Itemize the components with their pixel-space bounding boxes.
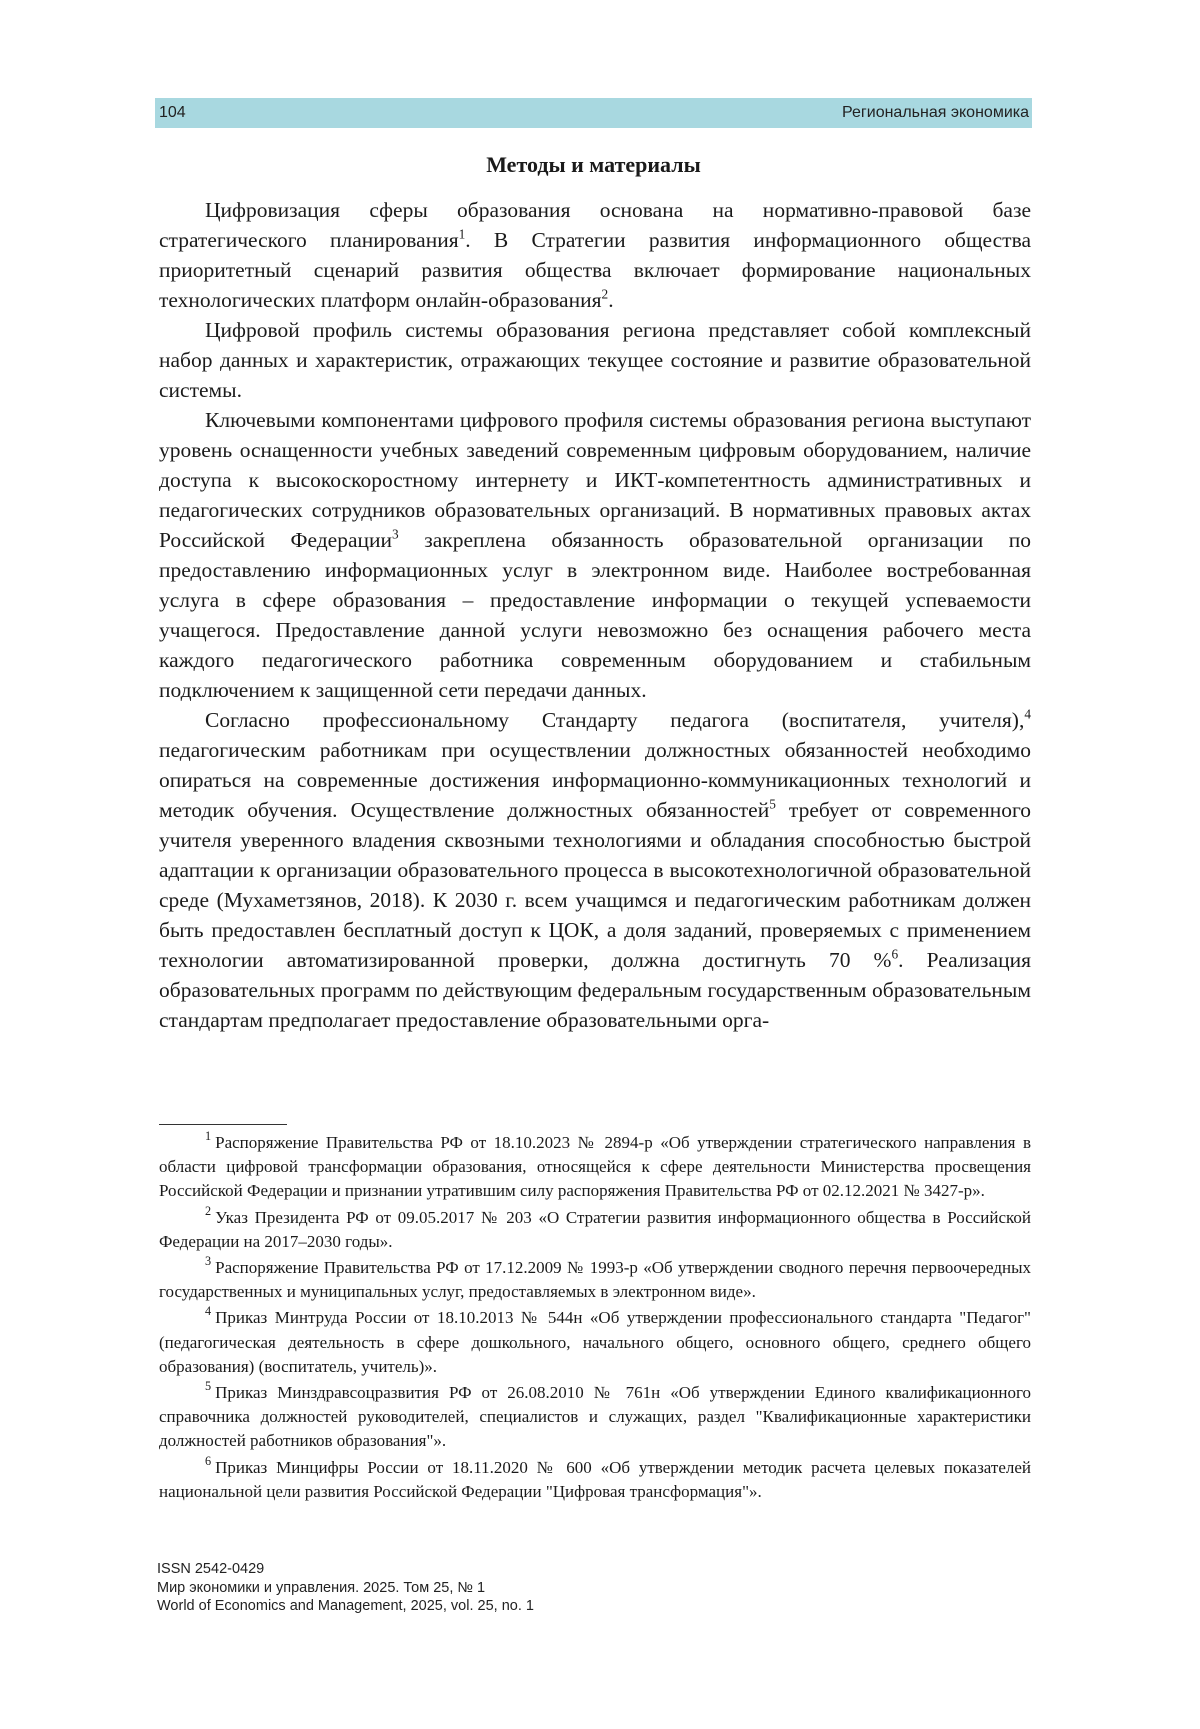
- footnote-divider: [159, 1124, 287, 1125]
- footnote-number: 1: [205, 1129, 212, 1144]
- colophon: [157, 1560, 757, 1616]
- journal-citation-en: World of Economics and Management, 2025, vol. 25, no. 1: [157, 1598, 534, 1614]
- page-number: 104: [159, 104, 186, 121]
- footnote: $^2$ Указ Президента РФ от 09.05.2017 № 203 «О Стратегии развития информационного общества в Российской Федерации на 2017–2030 годы».: [159, 1203, 1031, 1251]
- footnote-ref: 2: [601, 286, 609, 302]
- footnote-number: 4: [205, 1304, 212, 1319]
- journal-section: Региональная экономика: [842, 104, 1029, 121]
- journal-citation-ru: Мир экономики и управления. 2025. Том 25, № 1: [157, 1579, 486, 1596]
- footnote-number: 3: [205, 1254, 212, 1269]
- footnotes: [159, 1131, 1031, 1506]
- paragraph: Цифровизация сферы образования основана на нормативно-правовой базе стратегического планирования$^1$. В Стратегии развития информационного общества приоритетный сценарий развития общества включает формирование национальных технологических платформ онлайн-образования$^2$.: [159, 198, 1031, 312]
- footnote: $^6$ Приказ Минцифры России от 18.11.2020 № 600 «Об утверждении методик расчета целевых показателей национальной цели развития Российской Федерации "Цифровая трансформация"».: [159, 1453, 1031, 1501]
- paragraph: Цифровой профиль системы образования региона представляет собой комплексный набор данных и характеристик, отражающих текущее состояние и развитие образовательной системы.: [159, 318, 1031, 402]
- paragraph: Ключевыми компонентами цифрового профиля системы образования региона выступают уровень оснащенности учебных заведений современным цифровым оборудованием, наличие доступа к высокоскоростному интернету и ИКТ-компетентность административных и педагогических сотрудников образовательных организаций. В нормативных правовых актах Российской Федерации$^3$ закреплена обязанность образовательной организации по предоставлению информационных услуг в электронном виде. Наиболее востребованная услуга в сфере образования – предоставление информации о текущей успеваемости учащегося. Предоставление данной услуги невозможно без оснащения рабочего места каждого педагогического работника современным оборудованием и стабильным подключением к защищенной сети передачи данных.: [159, 408, 1032, 702]
- footnote-ref: 1: [458, 226, 466, 242]
- footnote-number: 2: [205, 1203, 212, 1218]
- footnote-ref: 5: [769, 796, 776, 812]
- footnote-number: 5: [205, 1379, 212, 1394]
- paragraph: Согласно профессиональному Стандарту педагога (воспитателя, учителя),$^4$ педагогическим работникам при осуществлении должностных обязанностей необходимо опираться на современные достижения информационно-коммуникационных технологий и методик обучения. Осуществление должностных обязанностей$^5$ требует от современного учителя уверенного владения сквозными технологиями и обладания способностью быстрой адаптации к организации образовательного процесса в высокотехнологичной образовательной среде (Мухаметзянов, 2018). К 2030 г. всем учащимся и педагогическим работникам должен быть предоставлен бесплатный доступ к ЦОК, а доля заданий, проверяемых с применением технологии автоматизированной проверки, должна достигнуть 70 %$^6$. Реализация образовательных программ по действующим федеральным государственным образовательным стандартам предполагает предоставление образовательными орга-: [159, 706, 1031, 1032]
- footnote: $^1$ Распоряжение Правительства РФ от 18.10.2023 № 2894-р «Об утверждении стратегического направления в области цифровой трансформации образования, относящейся к сфере деятельности Министерства просвещения Российской Федерации и признании утратившим силу распоряжения Правительства РФ от 02.12.2021 № 3427-р».: [159, 1129, 1031, 1201]
- footnote-number: 6: [205, 1453, 212, 1468]
- body-text: [159, 195, 1031, 1035]
- section-title: Методы и материалы: [486, 152, 701, 177]
- footnote-ref: 4: [1024, 706, 1031, 722]
- issn: ISSN 2542-0429: [157, 1561, 265, 1577]
- footnote-ref: 3: [392, 526, 399, 542]
- footnote: $^5$ Приказ Минздравсоцразвития РФ от 26.08.2010 № 761н «Об утверждении Единого квалификационного справочника должностей руководителей, специалистов и служащих, раздел "Квалификационные характеристики должностей работников образования"».: [159, 1379, 1031, 1451]
- footnote: $^3$ Распоряжение Правительства РФ от 17.12.2009 № 1993-р «Об утверждении сводного перечня первоочередных государственных и муниципальных услуг, предоставляемых в электронном виде».: [159, 1254, 1031, 1302]
- footnote-ref: 6: [891, 946, 899, 962]
- running-header: [155, 98, 1032, 128]
- footnote: $^4$ Приказ Минтруда России от 18.10.2013 № 544н «Об утверждении профессионального стандарта "Педагог" (педагогическая деятельность в сфере дошкольного, начального общего, основного общего, среднего общего образования) (воспитатель, учитель)».: [159, 1304, 1031, 1376]
